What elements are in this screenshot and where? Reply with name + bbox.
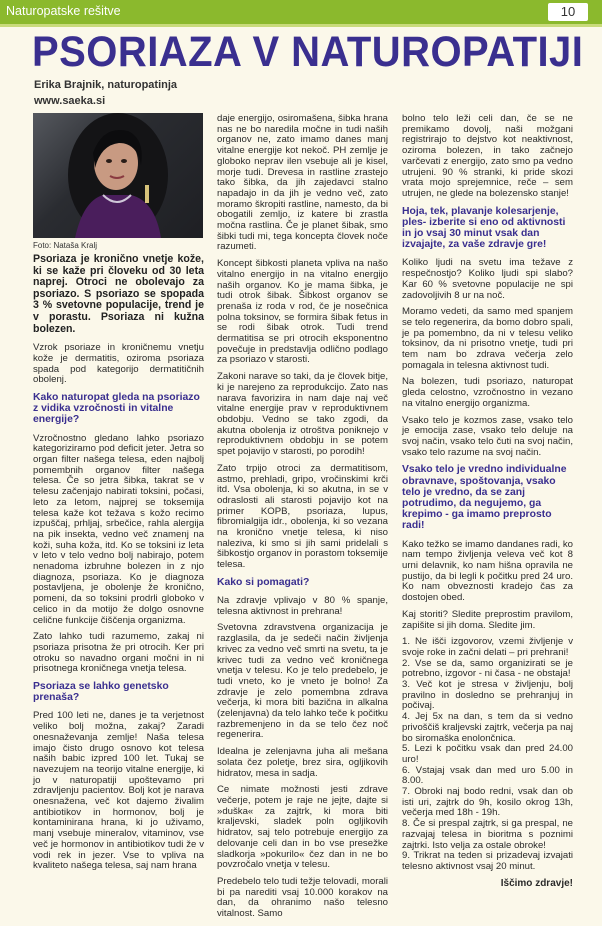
list-item: 3. Več kot je stresa v življenju, bolj pravilno in dosledno se prehranjuj in počivaj. [402, 679, 573, 712]
list-item: 8. Če si prespal zajtrk, si ga prespal, ne razvajaj telesa in bioritma s poznimi zajtrki. Isto velja za ostale obroke! [402, 818, 573, 851]
paragraph: Na bolezen, tudi psoriazo, naturopat gleda celostno, vzročnostno in vezano na vitalno energijo organizma. [402, 376, 573, 409]
paragraph: Koliko ljudi na svetu ima težave z respečnostjo? Koliko ljudi spi slabo? Kar 60 % svetovne populacije ne spi zadovoljivih 8 ur na noč. [402, 257, 573, 301]
paragraph: Zato trpijo otroci za dermatitisom, astmo, prehladi, gripo, vročinskimi krči itd. Vsa obolenja, ki so akutna, in se v odraslosti ali starosti pojavijo kot na primer KOPB, psoriaza, lupus, fibromialgija idr., obolenja, ki so vezana na kronično vnetje telesa, ki niso naleziva, ki smo si jih sami pridelali s šibkostjo organov in porastom toksemije telesa. [217, 462, 388, 571]
paragraph: Predebelo telo tudi težje telovadi, morali bi pa narediti vsaj 10.000 korakov na dan, da ohranimo našo telesno vitalnost. Samo [217, 875, 388, 920]
subheading: Vsako telo je vredno individualne obravnave, spoštovanja, vsako telo je vredno, da se zanj potrudimo, da negujemo, ga krepimo - ga imamo preprosto radi! [402, 464, 567, 532]
paragraph: Moramo vedeti, da samo med spanjem se telo regenerira, da bomo dobro spali, je pa pomembno, da ni v telesu veliko toksinov, da ni prisotno vnetje, tudi pri tem nam bo zdrava večerja zelo pomagala in telesna aktivnost tudi. [402, 306, 573, 371]
article-title: PSORIAZA V NATUROPATIJI [32, 28, 584, 76]
signoff: Iščimo zdravje! [500, 877, 573, 889]
author-name: Erika Brajnik, naturopatinja [34, 79, 178, 91]
list-item: 9. Trikrat na teden si prizadevaj izvajati telesno aktivnost vsaj 20 minut. [402, 850, 573, 872]
list-item: 7. Obroki naj bodo redni, vsak dan ob isti uri, zajtrk do 9h, kosilo okrog 13h, večerja med 18h - 19h. [402, 786, 573, 819]
paragraph: Svetovna zdravstvena organizacija je razglasila, da je sedeči način življenja krivec za vedno več smrti na svetu, ta je krivec tudi za vedno več kroničnega vnetja v telesu. Ko je telo predebelo, je tudi vneto, ko je vneto je bolno! Za zdravje je zelo pomembna zdrava večerja, ki mora biti bazična in alkalna (zelenjavna) da telo lahko teče k počitku razbremenjeno in da se telo čez noč regenerira. [217, 622, 388, 741]
paragraph: Idealna je zelenjavna juha ali mešana solata čez poletje, brez sira, ogljikovih hidratov, mesa in sadja. [217, 746, 388, 779]
paragraph: Na zdravje vplivajo v 80 % spanje, telesna aktivnost in prehrana! [217, 595, 388, 617]
paragraph: daje energijo, osiromašena, šibka hrana nas ne bo naredila močne in tudi naših organov ne, zato imamo danes manj vitalne energije kot nekoč. PH zemlje je globoko neprav ilen vsebuje ali je kisel, morje tudi. Drevesa in rastline zrastejo tako šibka, da jih zajedavci stalno napadajo in da jih je vedno več, zato moramo škropiti rastline, namesto, da bi obogatili zemljo, iz katere bi zrastla močna rastlina. Če je planet šibak, smo šibki tudi mi, tega koncepta človek noče razumeti. [217, 113, 388, 253]
paragraph: Vzrok psoriaze in kroničnemu vnetju kože je dermatitis, oziroma psoriaza spada pod kategorijo dermatitičnih obolenj. [33, 342, 204, 386]
page-number: 10 [548, 3, 588, 21]
list-item: 5. Lezi k počitku vsak dan pred 24.00 uro! [402, 743, 573, 765]
paragraph: bolno telo leži celi dan, če se ne premikamo dovolj, naši možgani registrirajo to dejstvo kot neaktivnost, oziroma bolezen, in tako začnejo varčevati z energijo, zato smo pa vedno utrujeni. 90 % stranki, ki pride skozi vrata mojo sprejemnice, reče – sem utrujen, ne glede na bolezensko stanje! [402, 113, 573, 199]
paragraph: Kako težko se imamo dandanes radi, ko nam tempo življenja veleva več kot 8 urni delavnik, ko nam hišna opravila ne pustijo, da bi legli k počitku pred 24 uro. Ko nam obveznosti kradejo čas za dostojen obed. [402, 538, 573, 604]
column-3 [402, 114, 573, 895]
paragraph: Koncept šibkosti planeta vpliva na našo vitalno energijo in na vitalno energijo naših organov. Ko je mama šibka, je tudi otrok šibak. Šibkost organov se prenaša iz roda v rod, če je nosečnica polna toksinov, se formira šibak fetus in se rodi šibak otrok. Tudi trend dermatitisa se pri otrocih eksponentno povečuje in predstavlja odlično podlago za psoriazo v starosti. [217, 258, 388, 366]
section-label: Naturopatske rešitve [6, 4, 121, 18]
list-item: 2. Vse se da, samo organizirati se je potrebno, izgovor - ni časa - ne obstaja! [402, 657, 573, 680]
band-divider [0, 24, 602, 27]
lead-paragraph: Psoriaza je kronično vnetje kože, ki se kaže pri človeku od 30 leta naprej. Otroci ne obolevajo za psoriazo. S psoriazo se spopada 3 % svetovne populacije, trend je v porastu. Psoriaza ni kužna bolezen. [33, 253, 204, 335]
subheading: Kako si pomagati? [217, 576, 310, 588]
photo-credit: Foto: Nataša Kralj [33, 241, 98, 250]
subheading: Psoriaza se lahko genetsko prenaša? [33, 681, 169, 704]
column-1 [33, 254, 204, 878]
author-photo [33, 113, 203, 238]
paragraph: Pred 100 leti ne, danes je ta verjetnost veliko bolj možna, zakaj? Zaradi onesnaževanja zemlje! Naša telesa imajo čisto drugo osnovo kot telesa naših babic izpred 100 let. Tukaj se navezujem na teorijo vitalne energije, ki jo v naturopatiji upoštevamo pri zdravljenju pacientov. Bolj kot je narava onesnažena, več kot dajemo živalim antibiotikov in hormonov, bolj je kontaminirana hrana, ki jo uživamo, manj vsebuje mineralov, vitaminov, vse več je hormonov in antibiotikov tudi že v vodi rek in jezer. Vse to vpliva na kvaliteto našega telesa, saj nam hrana [33, 710, 204, 872]
paragraph: Zato lahko tudi razumemo, zakaj ni psoriaza prisotna že pri otrocih. Ker pri otroku so navadno organi močni in ni prisotnega kroničnega vnetja telesa. [33, 631, 204, 675]
list-item: 4. Jej 5x na dan, s tem da si vedno privoščiš kraljevski zajtrk, večerja pa naj bo siromaška enolončnica. [402, 711, 573, 744]
paragraph: Vsako telo je kozmos zase, vsako telo je emocija zase, vsako telo deluje na svoj način, vsako telo čuti na svoj način, vsako telo razume na svoj način. [402, 414, 573, 458]
website-link[interactable]: www.saeka.si [34, 95, 106, 107]
column-2 [217, 114, 388, 926]
subheading: Hoja, tek, plavanje kolesarjenje, ples- izberite si eno od aktivnosti in jo vsaj 30 minut vsak dan izvajajte, za vaše zdravje gre! [402, 205, 566, 251]
top-band [0, 0, 602, 24]
subheading: Kako naturopat gleda na psoriazo z vidika vzročnosti in vitalne energije? [33, 391, 200, 426]
paragraph: Zakoni narave so taki, da je človek bitje, ki je narejeno za reprodukcijo. Zato nas narava favorizira in nam daje naj več vitalne energije prav v reproduktivnem obdobju. Vedno se tako zgodi, da akutna obolenja iz otroštva poniknejo v reproduktivnem obdobju in se potem spet pojavijo v starosti, po porodih! [217, 371, 388, 458]
paragraph: Vzročnostno gledano lahko psoriazo kategoriziramo pod deficit jeter. Jetra so organ filter našega telesa, eden najbolj pomembnih organov filter našega telesa. Če so jetra šibka, takrat se v telesu začenjajo nabirati toksini, počasi, leto za letom, najprej se toksemija telesa kaže kot težava s kožo recimo izpuščaj, prhljaj, srbečice, rahla alergija na pik insekta, vedno več znamenj na koži, suha koža, itd. Ko se toksini iz leta v leto v telo vedno bolj nabirajo, potem nenadoma izbruhne bolezen in z njo diagnoza, psoriaza. Ko je diagnoza postavljena, je obolenje že kronično, pomeni, da so toksini prodrli globoko v celico in da motijo že dolgo osnovne celične funkcije čiščenja organizma. [33, 432, 204, 626]
steps-list [402, 637, 573, 872]
list-item: 6. Vstajaj vsak dan med uro 5.00 in 8.00. [402, 764, 573, 787]
paragraph: Ce nimate možnosti jesti zdrave večerje, potem je raje ne jejte, dajte si »duška« za zajtrk, ki mora biti kraljevski, sladek poln ogljikovih hidratov, saj telo potrebuje energijo za delovanje celi dan in bo vse presežke sladkorja »pokurilo« čez dan in ne bo povzročalo vnetja v telesu. [217, 784, 388, 871]
paragraph: Kaj storiti? Sledite preprostim pravilom, zapišite si jih doma. Sledite jim. [402, 608, 573, 631]
list-item: 1. Ne išči izgovorov, vzemi življenje v svoje roke in začni delati – pri prehrani! [402, 636, 573, 658]
